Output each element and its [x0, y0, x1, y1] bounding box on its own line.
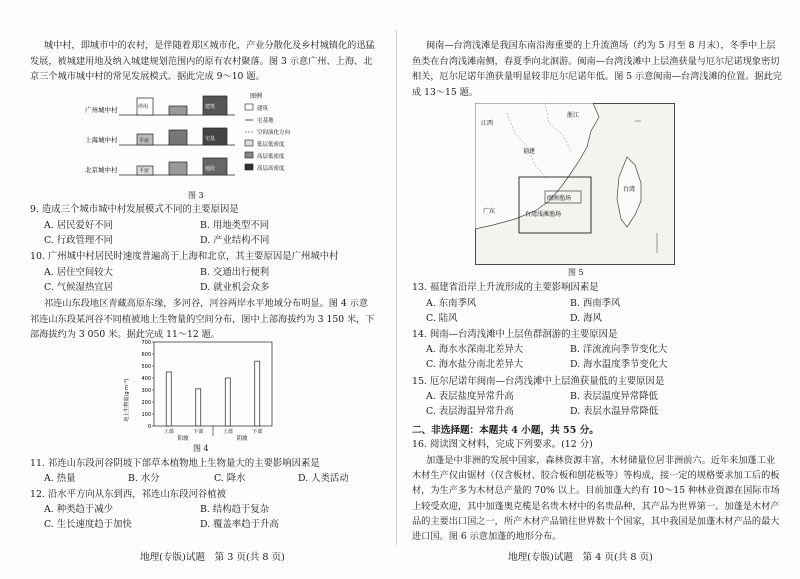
- question-15-stem: 15. 厄尔尼诺年闽南—台湾浅滩中上层渔获量低的主要原因是: [412, 376, 665, 387]
- fig4-y-tick-label: 300: [141, 387, 151, 394]
- fig4-y-tick-label: 200: [141, 399, 151, 406]
- fig5-label-fujian: 福建: [523, 148, 536, 155]
- fig3-legend-entry: 建筑: [257, 106, 269, 112]
- figure-5-map: [475, 103, 675, 265]
- question-12-stem: 12. 沿水平方向从东到西，祁连山东段河谷植被: [30, 489, 227, 500]
- figure-4-bar-chart: [120, 338, 280, 443]
- q15-option-d[interactable]: D. 表层水温异常降低: [570, 406, 659, 417]
- fig4-y-tick-label: 600: [141, 351, 151, 358]
- q14-option-b[interactable]: B. 洋流流向季节变化大: [570, 344, 668, 355]
- fig3-city-label: 上海城中村: [85, 136, 118, 144]
- fig3-stage-label: 宅基: [205, 136, 216, 142]
- fig3-row-guangzhou: [85, 96, 235, 115]
- question-14-stem: 14. 闽南—台湾浅滩中上层鱼群洄游的主要原因是: [412, 329, 618, 340]
- fig3-city-label: 广州城中村: [85, 106, 118, 114]
- fig3-stage-label: 平房: [139, 138, 150, 144]
- figure-4-caption: 图 4: [193, 444, 209, 453]
- page-4-footer: 地理(专版)试题 第 4 页(共 8 页): [508, 552, 653, 563]
- fig5-label-taiwan-shoal: 台湾浅滩渔场: [525, 211, 562, 218]
- q15-option-a[interactable]: A. 表层盐度异常升高: [426, 391, 514, 402]
- fig4-bars: [166, 361, 260, 426]
- fig3-legend-title: 图例: [250, 93, 263, 100]
- q9-option-d[interactable]: D. 产业结构不同: [200, 235, 270, 246]
- question-11-stem: 11. 祁连山东段河谷阴坡下部草本植物地上生物量大的主要影响因素是: [30, 458, 320, 469]
- q12-option-a[interactable]: A. 种类趋于减少: [44, 504, 113, 515]
- fig5-label-guangdong: 广东: [483, 208, 496, 215]
- q9-option-a[interactable]: A. 居民爱好不同: [44, 220, 113, 231]
- fig3-row-shanghai: [85, 128, 235, 145]
- q14-option-d[interactable]: D. 海水温度季节变化大: [570, 359, 668, 370]
- page-3-footer: 地理(专版)试题 第 3 页(共 8 页): [140, 552, 285, 563]
- intro-paragraph-q11-12: 祁连山东段地区青藏高原东缘，多河谷，河谷两岸水平地域分布明显。图 4 示意祁连山东段某河谷不同植被地上生物量的空间分布，图中上部海拔约为 3 150 米，下部海拔约为 3 050 米。据此完成 11～12 题。: [30, 298, 375, 341]
- fig4-y-tick-label: 500: [141, 363, 151, 370]
- fig4-category-label: 下部: [252, 429, 263, 435]
- fig4-y-axis-label: 地上生物量(g·m⁻²): [124, 378, 130, 422]
- page-divider: [396, 30, 397, 545]
- figure-5-caption: 图 5: [568, 268, 584, 277]
- fig3-row-beijing: [85, 158, 235, 175]
- fig3-stage-label: 建筑: [205, 104, 216, 110]
- q12-option-c[interactable]: C. 生长速度趋于加快: [44, 519, 132, 530]
- fig3-legend-entry: 高层高密度: [257, 166, 285, 172]
- question-10-stem: 10. 广州城中村居民时速度普遍高于上海和北京，其主要原因是广州城中村: [30, 251, 339, 262]
- fig3-legend-entry: 宅基地: [257, 118, 274, 124]
- q9-option-b[interactable]: B. 用地类型不同: [200, 220, 270, 231]
- fig5-label-jiangxi: 江西: [481, 120, 494, 127]
- fig5-label-zhejiang: 浙江: [567, 112, 580, 119]
- q12-option-b[interactable]: B. 结构趋于复杂: [200, 504, 270, 515]
- intro-paragraph-q9-10: 城中村，即城市中的农村，是伴随着郑区城市化，产业分散化及乡村城镇化的迅猛发展，被城建用地及纳入城建规划范围内的原有农村聚落。图 3 示意广州、上海、北京三个城市城中村的常见发展模式。据此完成 9～10 题。: [30, 40, 375, 83]
- fig4-plot-frame: [154, 342, 272, 426]
- fig3-legend-entry: 低层低密度: [257, 142, 285, 148]
- fig4-y-tick-label: 400: [141, 375, 151, 382]
- fig4-y-tick-label: 700: [141, 339, 151, 346]
- fig4-bar: [255, 361, 260, 426]
- q13-option-c[interactable]: C. 陆风: [426, 313, 458, 324]
- q10-option-a[interactable]: A. 居住空间较大: [44, 267, 113, 278]
- q13-option-b[interactable]: B. 西南季风: [570, 298, 621, 309]
- fig4-category-label: 上部: [163, 429, 174, 435]
- fig5-label-taiwan: 台湾: [623, 186, 636, 193]
- fig4-bar: [166, 372, 171, 426]
- fig3-legend: [245, 92, 291, 172]
- q10-option-b[interactable]: B. 交通出行便利: [200, 267, 270, 278]
- fig5-label-minnan: 闽南渔场: [547, 195, 572, 202]
- fig4-group-label: 阴坡: [236, 436, 248, 442]
- fig4-group-label: 阳坡: [177, 436, 189, 442]
- q10-option-c[interactable]: C. 气候湿热宜居: [44, 282, 114, 293]
- fig3-city-label: 北京城中村: [85, 166, 118, 174]
- fig4-category-label: 下部: [193, 429, 204, 435]
- figure-3-diagram: [85, 90, 295, 190]
- q11-option-a[interactable]: A. 热量: [44, 473, 76, 484]
- fig3-legend-entry: 空间演化方向: [257, 130, 291, 136]
- q13-option-a[interactable]: A. 东南季风: [426, 298, 477, 309]
- section-heading-non-choice: 二、非选择题：本题共 4 小题，共 55 分。: [412, 425, 599, 436]
- q14-option-a[interactable]: A. 海水水深南北差异大: [426, 344, 524, 355]
- q13-option-d[interactable]: D. 海风: [570, 313, 602, 324]
- q9-option-c[interactable]: C. 行政管理不同: [44, 235, 114, 246]
- q16-material-paragraph: 加蓬是中非洲的发展中国家，森林资源丰富，木材储量位居非洲前六。近年来加蓬工业木材生产仅由锯材（仅含板材、胶合板和刨花板等）等构成，接一定的规格要求加工后的板材，为生产多为木材总产量的 70% 以上。目前加蓬大约有 10～15 种林业资源在国际市场上较受欢迎，其中加蓬奥克榄是名贵木材中的名贵品种，其产品为世界第一。加蓬是木材产品的主要出口国之一，所产木材产品销往世界数十个国家，其中我国是加蓬木材产品的最大进口国。图 6 示意加蓬的地形分布。: [412, 455, 780, 543]
- fig4-category-label: 上部: [222, 429, 233, 435]
- question-16-stem: 16. 阅读图文材料，完成下列要求。(12 分): [412, 439, 593, 450]
- q11-option-d[interactable]: D. 人类活动: [298, 473, 349, 484]
- fig3-legend-entry: 高层低密度: [257, 154, 285, 160]
- q10-option-d[interactable]: D. 就业机会众多: [200, 282, 270, 293]
- question-9-stem: 9. 造成三个城市城中村发展模式不同的主要原因是: [30, 204, 239, 215]
- fig3-stage-label: 地段: [205, 166, 216, 172]
- fig4-y-tick-label: 100: [141, 411, 151, 418]
- q12-option-d[interactable]: D. 覆盖率趋于升高: [200, 519, 279, 530]
- fig3-stage-label: 停用: [138, 104, 149, 110]
- q15-option-b[interactable]: B. 表层温度异常降低: [570, 391, 658, 402]
- fig4-y-tick-label: 0: [147, 423, 151, 430]
- q11-option-c[interactable]: C. 降水: [214, 473, 246, 484]
- question-13-stem: 13. 福建省沿岸上升流形成的主要影响因素是: [412, 282, 599, 293]
- intro-paragraph-q13-15: 闽南—台湾浅滩是我国东南沿海重要的上升流渔场（约为 5 月至 8 月末），冬季中上层鱼类在台湾浅滩南侧，春夏季向北洄游。闽南—台湾浅滩中上层渔获量与厄尔尼诺现象密切相关，厄尔尼诺年渔获量明显较非厄尔尼诺年低。图 5 示意闽南—台湾浅滩的位置。据此完成 13～15 题。: [412, 40, 782, 98]
- right-page: [400, 0, 800, 579]
- q14-option-c[interactable]: C. 海水盐分南北差异大: [426, 359, 524, 370]
- q15-option-c[interactable]: C. 表层海温异常升高: [426, 406, 514, 417]
- fig4-bar: [196, 389, 201, 426]
- fig4-y-ticks: [141, 340, 154, 430]
- q11-option-b[interactable]: B. 水分: [128, 473, 160, 484]
- fig4-bar: [225, 378, 230, 426]
- figure-3-caption: 图 3: [188, 191, 204, 200]
- fig3-stage-label: 平房: [139, 168, 150, 174]
- left-page: [0, 0, 392, 579]
